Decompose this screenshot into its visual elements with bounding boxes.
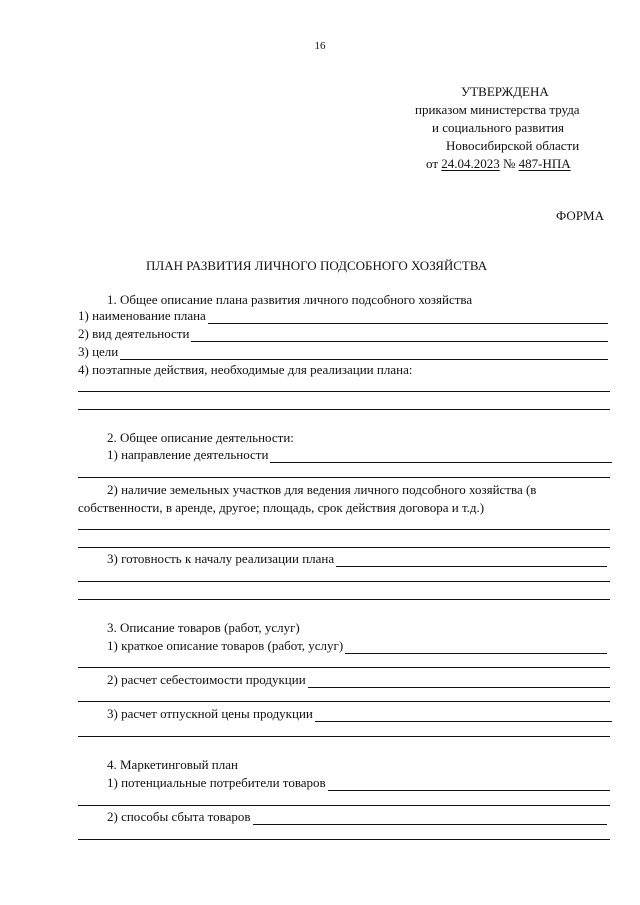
approval-line-3: Новосибирской области — [446, 138, 580, 153]
section-3-heading: 3. Описание товаров (работ, услуг) — [107, 620, 300, 635]
staged-actions-label: 4) поэтапные действия, необходимые для реализации плана: — [78, 362, 413, 377]
readiness-line-2[interactable] — [78, 581, 610, 582]
goals-row — [78, 344, 608, 360]
activity-direction-row — [107, 447, 612, 463]
readiness-field[interactable] — [336, 554, 607, 567]
sale-price-line-2[interactable] — [78, 736, 610, 737]
activity-direction-line-2[interactable] — [78, 477, 610, 478]
activity-direction-field[interactable] — [270, 450, 612, 463]
from-label: от — [426, 156, 439, 171]
sale-price-field[interactable] — [315, 709, 612, 722]
approval-date-line — [426, 156, 571, 172]
product-description-row — [107, 638, 607, 654]
approval-line-2: и социального развития — [432, 120, 565, 135]
activity-direction-label: 1) направление деятельности — [107, 447, 269, 462]
land-plots-label-line-1: 2) наличие земельных участков для ведения личного подсобного хозяйства (в — [107, 482, 537, 497]
sale-price-row — [107, 706, 612, 722]
land-plots-label-line-2: собственности, в аренде, другое; площадь, срок действия договора и т.д.) — [78, 500, 485, 515]
section-4-heading: 4. Маркетинговый план — [107, 757, 238, 772]
product-description-line-2[interactable] — [78, 667, 610, 668]
document-title: ПЛАН РАЗВИТИЯ ЛИЧНОГО ПОДСОБНОГО ХОЗЯЙСТВА — [146, 258, 488, 273]
plan-name-row — [78, 308, 608, 324]
cost-calculation-line-2[interactable] — [78, 701, 610, 702]
goals-field[interactable] — [120, 347, 608, 360]
potential-consumers-row — [107, 775, 610, 791]
activity-type-row — [78, 326, 608, 342]
approval-date: 24.04.2023 — [441, 156, 500, 171]
potential-consumers-field[interactable] — [328, 778, 610, 791]
readiness-line-3[interactable] — [78, 599, 610, 600]
activity-type-field[interactable] — [191, 329, 608, 342]
product-description-field[interactable] — [345, 641, 607, 654]
potential-consumers-label: 1) потенциальные потребители товаров — [107, 775, 326, 790]
approval-number: 487-НПА — [518, 156, 571, 171]
approval-line-1: приказом министерства труда — [415, 102, 580, 117]
sales-methods-row — [107, 809, 607, 825]
readiness-label: 3) готовность к началу реализации плана — [107, 551, 335, 566]
land-plots-line-2[interactable] — [78, 547, 610, 548]
activity-type-label: 2) вид деятельности — [78, 326, 190, 341]
page-number: 16 — [314, 40, 326, 52]
approval-title: УТВЕРЖДЕНА — [461, 84, 549, 99]
sale-price-label: 3) расчет отпускной цены продукции — [107, 706, 313, 721]
land-plots-line-1[interactable] — [78, 529, 610, 530]
readiness-row — [107, 551, 607, 567]
cost-calculation-field[interactable] — [308, 675, 610, 688]
staged-actions-line-2[interactable] — [78, 409, 610, 410]
plan-name-label: 1) наименование плана — [78, 308, 206, 323]
plan-name-field[interactable] — [208, 311, 608, 324]
goals-label: 3) цели — [78, 344, 119, 359]
cost-calculation-row — [107, 672, 610, 688]
potential-consumers-line-2[interactable] — [78, 805, 610, 806]
number-label: № — [503, 156, 516, 171]
sales-methods-line-2[interactable] — [78, 839, 610, 840]
sales-methods-label: 2) способы сбыта товаров — [107, 809, 251, 824]
form-label: ФОРМА — [556, 208, 604, 223]
staged-actions-line-1[interactable] — [78, 391, 610, 392]
product-description-label: 1) краткое описание товаров (работ, услуг) — [107, 638, 344, 653]
cost-calculation-label: 2) расчет себестоимости продукции — [107, 672, 306, 687]
sales-methods-field[interactable] — [253, 812, 607, 825]
section-1-heading: 1. Общее описание плана развития личного подсобного хозяйства — [107, 292, 473, 307]
section-2-heading: 2. Общее описание деятельности: — [107, 430, 294, 445]
